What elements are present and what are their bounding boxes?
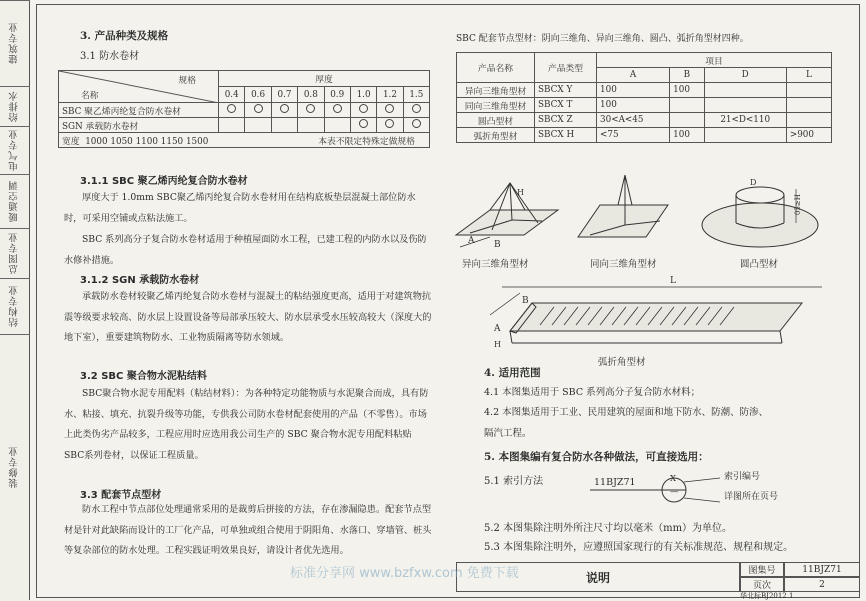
table-cell <box>704 128 786 143</box>
thickness-cell: 0.7 <box>271 87 297 103</box>
fig-letter-h: H <box>517 188 524 197</box>
fig-letter-l: L <box>670 276 676 286</box>
avail-cell <box>377 118 403 133</box>
table-cell: SBCX H <box>535 128 597 143</box>
col-name-header: 产品名称 <box>457 53 535 83</box>
side-strip-cell: 结构专业 <box>0 278 30 334</box>
thickness-cell: 1.2 <box>377 87 403 103</box>
table-cell: SBCX T <box>535 98 597 113</box>
col-d-header: D <box>704 68 786 83</box>
fig-letter-a: A <box>468 236 475 246</box>
section-3-1-2-title: 3.1.2 SGN 承载防水卷材 <box>80 275 200 286</box>
table-header-corner <box>59 71 219 103</box>
avail-cell <box>245 118 271 133</box>
index-note-2: 详图所在页号 <box>724 492 779 502</box>
thickness-cell: 0.4 <box>219 87 245 103</box>
thickness-cell: 0.8 <box>298 87 324 103</box>
section-3-2-title: 3.2 SBC 聚合物水泥粘结料 <box>80 371 207 382</box>
width-values: 1000 1050 1100 1150 1500 <box>85 136 209 147</box>
avail-cell <box>271 103 297 118</box>
table-cell: 异向三维角型材 <box>457 83 535 98</box>
section-4-2: 4.2 本图集适用于工业、民用建筑的屋面和地下防水、防潮、防渗、 <box>484 407 769 418</box>
avail-cell <box>350 103 376 118</box>
name-label: 名称 <box>81 91 99 101</box>
section-4-2-cont: 隔汽工程。 <box>484 428 532 439</box>
fig-letter-b: B <box>494 240 501 250</box>
table-cell <box>786 98 831 113</box>
profile-spec-table <box>456 52 832 143</box>
section-3-1-title: 3.1 防水卷材 <box>80 51 140 62</box>
table-cell <box>670 98 704 113</box>
available-circle-icon <box>412 104 421 113</box>
avail-cell <box>219 118 245 133</box>
section-5-title: 5. 本图集编有复合防水各种做法，可直接选用： <box>484 451 709 463</box>
avail-cell <box>219 103 245 118</box>
section-3-1-2-para: 承载防水卷材较聚乙烯丙纶复合防水卷材与混凝土的粘结强度更高，适用于对建筑物抗震等级要求较高、防水层上设置设备等局部承压较大、防水层承受水压较高较大（深度大的地下室），重要建筑物防水、工业物质隔离等防水领域。 <box>64 291 432 343</box>
table-cell: SBCX Y <box>535 83 597 98</box>
available-circle-icon <box>306 104 315 113</box>
profiles-intro: SBC 配套节点型材：阴向三维角、异向三维角、圆凸、弧折角型材四种。 <box>456 34 749 44</box>
thickness-cell: 0.9 <box>324 87 350 103</box>
side-strip-cell: 总图专业 <box>0 228 30 278</box>
atlas-number: 11BJZ71 <box>784 562 860 577</box>
page-label: 页次 <box>740 577 784 592</box>
section-3-2-para: SBC聚合物水泥专用配料（粘结材料）：为各种特定功能物质与水泥聚合而成，具有防水、粘接、填充、抗裂升级等功能，专供我公司防水卷材配套使用的产品（不零售）。市场上此类伪劣产品较多，工程应用时应选用我公司生产的 SBC 聚合物水泥专用配料粘贴 SBC系列卷材，以保证工程质量。 <box>64 388 429 461</box>
table-cell <box>786 83 831 98</box>
section-3-1-1-title: 3.1.1 SBC 聚乙烯丙纶复合防水卷材 <box>80 176 248 187</box>
thickness-cell: 1.5 <box>403 87 429 103</box>
side-strip-cell: 装修专业 <box>0 334 30 600</box>
fig-letter-b2: B <box>522 296 529 306</box>
table-cell: 圆凸型材 <box>457 113 535 128</box>
side-strip-cell: 给排水 <box>0 86 30 126</box>
table-cell: >900 <box>786 128 831 143</box>
table-cell: 弧折角型材 <box>457 128 535 143</box>
fig-arc-strip-drawing <box>490 287 822 343</box>
footer-text: 华北标BJ2012 1 <box>740 592 794 600</box>
width-row <box>59 133 430 148</box>
section-5-2: 5.2 本图集除注明外所注尺寸均以毫米（mm）为单位。 <box>484 523 733 534</box>
row2-name: SGN 承载防水卷材 <box>59 118 219 133</box>
fig-label-arc: 弧折角型材 <box>598 357 646 368</box>
col-l-header: L <box>786 68 831 83</box>
table-cell: 100 <box>597 83 670 98</box>
col-type-header: 产品类型 <box>535 53 597 83</box>
atlas-label: 图集号 <box>740 562 784 577</box>
section-3-3-title: 3.3 配套节点型材 <box>80 490 162 501</box>
width-note: 本表不限定特殊定做规格 <box>318 136 415 147</box>
avail-cell <box>324 118 350 133</box>
index-x: X <box>670 474 677 484</box>
available-circle-icon <box>359 104 368 113</box>
section-5-1-label: 5.1 索引方法 <box>484 476 544 487</box>
avail-cell <box>298 103 324 118</box>
fig-letter-a2: A <box>494 324 501 334</box>
fig-label-same: 同向三维角型材 <box>590 259 657 270</box>
col-item-header: 项目 <box>597 53 832 68</box>
avail-cell <box>271 118 297 133</box>
section-5-3: 5.3 本图集除注明外，应遵照国家现行的有关标准规范、规程和规定。 <box>484 542 794 553</box>
table-cell: 100 <box>597 98 670 113</box>
section-3-1-1-para2: SBC 系列高分子复合防水卷材适用于种植屋面防水工程，已建工程的内防水以及伤防水修补措施。 <box>64 234 427 266</box>
side-strip-cell: 建筑专业 <box>0 0 30 86</box>
avail-cell <box>324 103 350 118</box>
fig-label-boss: 圆凸型材 <box>740 259 779 270</box>
available-circle-icon <box>254 104 263 113</box>
table-cell: SBCX Z <box>535 113 597 128</box>
section-3-title: 3. 产品种类及规格 <box>80 30 169 42</box>
section-4-1: 4.1 本图集适用于 SBC 系列高分子复合防水材料； <box>484 387 701 398</box>
available-circle-icon <box>412 119 421 128</box>
thickness-cell: 1.0 <box>350 87 376 103</box>
thickness-header: 厚度 <box>219 71 430 87</box>
available-circle-icon <box>385 104 394 113</box>
avail-cell <box>298 118 324 133</box>
avail-cell <box>403 103 429 118</box>
available-circle-icon <box>227 104 236 113</box>
width-label: 宽度 <box>62 136 80 147</box>
fig-letter-d: D <box>750 178 757 187</box>
page-number: 2 <box>784 577 860 592</box>
col-a-header: A <box>597 68 670 83</box>
available-circle-icon <box>385 119 394 128</box>
avail-cell <box>350 118 376 133</box>
row1-name: SBC 聚乙烯丙纶复合防水卷材 <box>59 103 219 118</box>
drawing-title: 说明 <box>456 562 740 592</box>
index-code: 11BJZ71 <box>594 477 636 488</box>
avail-cell <box>377 103 403 118</box>
available-circle-icon <box>359 119 368 128</box>
table-cell <box>704 83 786 98</box>
col-b-header: B <box>670 68 704 83</box>
table-cell <box>670 113 704 128</box>
section-4-title: 4. 适用范围 <box>484 367 541 379</box>
table-cell: 30<A<45 <box>597 113 670 128</box>
index-dash: — <box>670 487 679 497</box>
profile-figures <box>450 175 850 375</box>
membrane-spec-table <box>58 70 430 148</box>
table-cell: 同向三维角型材 <box>457 98 535 113</box>
section-3-3-para: 防水工程中节点部位处理通常采用的是裁剪后拼接的方法，存在渗漏隐患。配套节点型材是针对此缺陷而设计的工厂化产品，可单独或组合使用于阴阳角、水落口、穿墙管、桩头等复杂部位的防水处理。工程实践证明效果良好，请设计者优先选用。 <box>64 504 432 556</box>
side-strip-cell: 暖通空调 <box>0 174 30 228</box>
spec-label: 规格 <box>178 76 196 86</box>
thickness-cell: 0.6 <box>245 87 271 103</box>
fig-dim-label: 05≥H <box>794 194 802 215</box>
available-circle-icon <box>333 104 342 113</box>
fig-label-opposite: 异向三维角型材 <box>462 259 529 270</box>
fig-same-corner-drawing <box>578 175 668 237</box>
fig-letter-h2: H <box>494 340 501 349</box>
table-cell: 21<D<110 <box>704 113 786 128</box>
table-cell <box>786 113 831 128</box>
side-strip <box>0 0 30 600</box>
available-circle-icon <box>280 104 289 113</box>
table-cell: 100 <box>670 128 704 143</box>
table-cell <box>704 98 786 113</box>
table-cell: 100 <box>670 83 704 98</box>
avail-cell <box>403 118 429 133</box>
avail-cell <box>245 103 271 118</box>
section-3-1-1-para1: 厚度大于 1.0mm SBC聚乙烯丙纶复合防水卷材用在结构底板垫层混凝土部位防水时，可采用空铺或点粘法施工。 <box>64 192 416 224</box>
watermark-text: 标准分享网 www.bzfxw.com 免费下载 <box>290 566 519 581</box>
table-cell: <75 <box>597 128 670 143</box>
side-strip-cell: 电气专业 <box>0 126 30 174</box>
index-note-1: 索引编号 <box>724 472 761 482</box>
